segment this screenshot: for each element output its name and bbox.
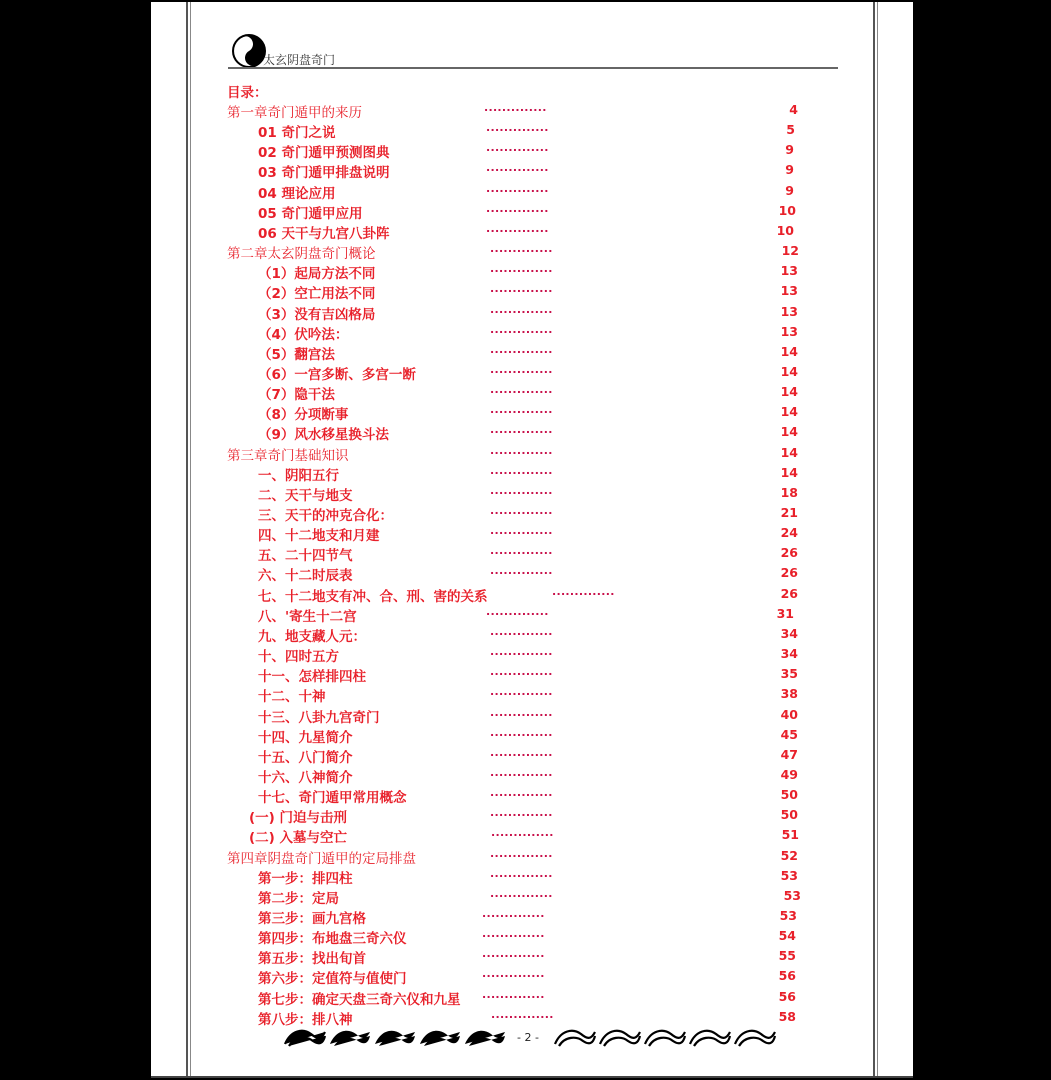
toc-leader-dots: .............. bbox=[490, 765, 553, 779]
toc-leader-dots: .............. bbox=[490, 846, 553, 860]
toc-entry-label: （2）空亡用法不同 bbox=[258, 286, 376, 303]
toc-page-number: 18 bbox=[780, 484, 798, 500]
toc-leader-dots: .............. bbox=[490, 624, 553, 638]
toc-page-number: 14 bbox=[780, 424, 798, 440]
toc-page-number: 53 bbox=[780, 867, 798, 883]
toc-page-number: 9 bbox=[785, 162, 794, 178]
toc-entry-label: 第一章奇门遁甲的来历 bbox=[227, 105, 362, 121]
toc-entry[interactable] bbox=[151, 403, 913, 423]
toc-page-number: 13 bbox=[780, 323, 798, 339]
toc-entry-label: 第三步：画九宫格 bbox=[258, 911, 366, 927]
swash-ornament-icon bbox=[281, 1024, 511, 1050]
toc-entry-label: 第二章太玄阴盘奇门概论 bbox=[227, 246, 376, 263]
toc-entry[interactable] bbox=[151, 323, 913, 343]
toc-entry-label: 第二步：定局 bbox=[258, 890, 339, 907]
toc-leader-dots: .............. bbox=[482, 907, 545, 920]
toc-entry[interactable] bbox=[151, 967, 913, 987]
toc-entry[interactable] bbox=[151, 282, 913, 302]
toc-page-number: 45 bbox=[780, 726, 798, 742]
toc-page-number: 14 bbox=[780, 384, 798, 400]
toc-entry-label: 五、二十四节气 bbox=[258, 548, 353, 565]
toc-leader-dots: .............. bbox=[486, 121, 549, 135]
toc-entry[interactable] bbox=[151, 887, 913, 907]
toc-entry-label: 05 奇门遁甲应用 bbox=[258, 205, 363, 222]
toc-entry[interactable] bbox=[151, 121, 913, 141]
toc-leader-dots: .............. bbox=[490, 262, 553, 276]
header-title: 太玄阴盘奇门 bbox=[263, 53, 336, 67]
toc-entry-label: （6）一宫多断、多宫一断 bbox=[258, 366, 416, 383]
toc-entry[interactable] bbox=[151, 826, 913, 846]
toc-entry[interactable] bbox=[151, 303, 913, 323]
toc-entry-label: 第三章奇门基础知识 bbox=[227, 447, 349, 464]
toc-page-number: 12 bbox=[781, 243, 799, 259]
toc-entry[interactable] bbox=[151, 222, 913, 242]
toc-leader-dots: .............. bbox=[484, 101, 547, 114]
toc-page-number: 49 bbox=[780, 766, 798, 782]
toc-page-number: 4 bbox=[789, 102, 798, 117]
toc-leader-dots: .............. bbox=[490, 282, 553, 296]
toc-page-number: 13 bbox=[780, 303, 798, 319]
toc-entry-label: 十七、奇门遁甲常用概念 bbox=[258, 790, 407, 807]
toc-leader-dots: .............. bbox=[490, 725, 553, 739]
toc-page-number: 53 bbox=[779, 908, 797, 923]
toc-page-number: 35 bbox=[780, 666, 798, 682]
toc-entry[interactable] bbox=[151, 363, 913, 383]
toc-leader-dots: .............. bbox=[490, 665, 553, 679]
toc-entry-label: (一) 门迫与击刑 bbox=[249, 810, 348, 827]
toc-page-number: 50 bbox=[780, 787, 798, 803]
toc-page-number: 38 bbox=[780, 686, 798, 702]
toc-entry-label: (二) 入墓与空亡 bbox=[249, 830, 348, 847]
toc-entry[interactable] bbox=[151, 766, 913, 786]
toc-entry[interactable] bbox=[151, 564, 913, 584]
toc-entry[interactable] bbox=[151, 504, 913, 524]
toc-leader-dots: .............. bbox=[490, 443, 553, 457]
toc-leader-dots: .............. bbox=[486, 181, 549, 195]
toc-entry[interactable] bbox=[151, 444, 913, 464]
toc-page-number: 10 bbox=[778, 202, 796, 218]
toc-entry[interactable] bbox=[151, 726, 913, 746]
toc-leader-dots: .............. bbox=[486, 161, 549, 175]
toc-entry[interactable] bbox=[151, 988, 913, 1008]
toc-entry-label: 十五、八门简介 bbox=[258, 749, 353, 766]
toc-page-number: 34 bbox=[780, 646, 798, 662]
toc-page-number: 47 bbox=[780, 746, 798, 762]
toc-entry[interactable] bbox=[151, 101, 913, 121]
toc-entry-label: 第四步：布地盘三奇六仪 bbox=[258, 931, 407, 948]
toc-page-number: 52 bbox=[780, 847, 798, 863]
toc-entry[interactable] bbox=[151, 242, 913, 262]
toc-leader-dots: .............. bbox=[490, 685, 553, 699]
toc-entry[interactable] bbox=[151, 343, 913, 363]
toc-leader-dots: .............. bbox=[490, 302, 553, 316]
toc-entry-label: 第四章阴盘奇门遁甲的定局排盘 bbox=[227, 850, 416, 867]
toc-leader-dots: .............. bbox=[490, 866, 553, 880]
page-bottom-edge bbox=[151, 1076, 913, 1078]
toc-page-number: 56 bbox=[778, 988, 796, 1004]
toc-page-number: 55 bbox=[778, 948, 796, 964]
toc-entry[interactable] bbox=[151, 665, 913, 685]
toc-entry-label: （4）伏吟法： bbox=[258, 326, 349, 343]
toc-entry[interactable] bbox=[151, 806, 913, 826]
toc-leader-dots: .............. bbox=[482, 947, 545, 961]
toc-page-number: 24 bbox=[780, 525, 798, 541]
toc-entry-label: 第六步：定值符与值使门 bbox=[258, 971, 407, 988]
toc-entry-label: 六、十二时辰表 bbox=[258, 568, 353, 585]
toc-entry-label: 一、阴阳五行 bbox=[258, 467, 339, 484]
toc-page-number: 56 bbox=[778, 968, 796, 984]
toc-leader-dots: .............. bbox=[490, 705, 553, 719]
toc-leader-dots: .............. bbox=[490, 463, 553, 477]
toc-leader-dots: .............. bbox=[490, 524, 553, 538]
toc-entry[interactable] bbox=[151, 464, 913, 484]
toc-entry-label: 九、地支藏人元： bbox=[258, 628, 366, 645]
toc-entry[interactable] bbox=[151, 947, 913, 967]
toc-entry[interactable] bbox=[151, 706, 913, 726]
toc-entry-label: 第五步：找出旬首 bbox=[258, 951, 366, 968]
toc-entry[interactable] bbox=[151, 867, 913, 887]
toc-leader-dots: .............. bbox=[490, 544, 553, 558]
toc-entry-label: （3）没有吉凶格局 bbox=[258, 306, 376, 323]
toc-page-number: 14 bbox=[780, 404, 798, 420]
toc-entry-label: 十六、八神简介 bbox=[258, 769, 353, 786]
toc-leader-dots: .............. bbox=[486, 201, 549, 215]
toc-entry-label: 十三、八卦九宫奇门 bbox=[258, 709, 380, 726]
toc-leader-dots: .............. bbox=[490, 403, 553, 417]
toc-entry[interactable] bbox=[151, 383, 913, 403]
toc-page-number: 14 bbox=[780, 444, 798, 460]
toc-page-number: 9 bbox=[785, 142, 794, 158]
toc-entry[interactable] bbox=[151, 585, 913, 605]
toc-page-number: 14 bbox=[780, 363, 798, 379]
toc-entry[interactable] bbox=[151, 685, 913, 705]
toc-entry-label: （7）隐干法 bbox=[258, 387, 335, 404]
toc-page-number: 58 bbox=[778, 1008, 796, 1024]
toc-entry-label: 01 奇门之说 bbox=[258, 125, 336, 142]
toc-entry-label: 十、四时五方 bbox=[258, 649, 339, 666]
toc-entry[interactable] bbox=[151, 605, 913, 625]
toc-entry-label: 第七步：确定天盘三奇六仪和九星 bbox=[258, 991, 461, 1008]
toc-entry[interactable] bbox=[151, 524, 913, 544]
toc-entry[interactable] bbox=[151, 907, 913, 927]
toc-leader-dots: .............. bbox=[552, 584, 615, 598]
toc-leader-dots: .............. bbox=[490, 504, 553, 517]
toc-leader-dots: .............. bbox=[482, 927, 545, 941]
toc-page-number: 51 bbox=[781, 827, 799, 843]
toc-page-number: 31 bbox=[776, 605, 794, 621]
toc-entry-label: 03 奇门遁甲排盘说明 bbox=[258, 165, 390, 182]
toc-leader-dots: .............. bbox=[490, 383, 553, 397]
toc-entry[interactable] bbox=[151, 746, 913, 766]
toc-entry[interactable] bbox=[151, 927, 913, 947]
toc-page-number: 34 bbox=[780, 625, 798, 641]
toc-page-number: 50 bbox=[780, 807, 798, 823]
toc-page-number: 40 bbox=[780, 706, 798, 722]
toc-page-number: 14 bbox=[780, 464, 798, 480]
toc-leader-dots: .............. bbox=[482, 987, 545, 1001]
toc-leader-dots: .............. bbox=[486, 604, 549, 618]
toc-entry-label: 七、十二地支有冲、合、刑、害的关系 bbox=[258, 588, 488, 605]
toc-leader-dots: .............. bbox=[490, 342, 553, 356]
page-footer bbox=[281, 1024, 781, 1050]
toc-entry[interactable] bbox=[151, 423, 913, 443]
toc-page-number: 54 bbox=[778, 928, 796, 944]
toc-leader-dots: .............. bbox=[490, 786, 553, 800]
toc-entry[interactable] bbox=[151, 161, 913, 181]
toc-leader-dots: .............. bbox=[482, 967, 545, 981]
toc-entry[interactable] bbox=[151, 625, 913, 645]
toc-entry[interactable] bbox=[151, 847, 913, 867]
toc-leader-dots: .............. bbox=[490, 322, 553, 336]
toc-entry[interactable] bbox=[151, 202, 913, 222]
toc-entry[interactable] bbox=[151, 544, 913, 564]
toc-leader-dots: .............. bbox=[490, 745, 553, 759]
toc-entry-label: （9）风水移星换斗法 bbox=[258, 427, 389, 444]
toc-entry-label: （1）起局方法不同 bbox=[258, 266, 376, 283]
header-rule bbox=[228, 67, 838, 69]
toc-entry-label: 八、'寄生十二宫 bbox=[258, 608, 357, 625]
toc-entry-label: 十四、九星简介 bbox=[258, 729, 353, 746]
toc-entry-label: 第一步：排四柱 bbox=[258, 870, 353, 887]
toc-page-number: 26 bbox=[780, 585, 798, 601]
toc-leader-dots: .............. bbox=[490, 886, 553, 900]
toc-entry-label: 第八步：排八神 bbox=[258, 1011, 353, 1028]
toc-leader-dots: .............. bbox=[490, 564, 553, 578]
toc-page-number: 53 bbox=[783, 887, 801, 903]
toc-entry-label: 02 奇门遁甲预测图典 bbox=[258, 145, 390, 162]
toc-leader-dots: .............. bbox=[490, 483, 553, 497]
toc-leader-dots: .............. bbox=[486, 141, 549, 155]
toc-leader-dots: .............. bbox=[490, 362, 553, 376]
yin-yang-icon bbox=[232, 34, 266, 68]
toc-entry-label: 十二、十神 bbox=[258, 689, 326, 706]
toc-entry-label: 二、天干与地支 bbox=[258, 487, 353, 504]
toc-entry-label: （5）翻宫法 bbox=[258, 346, 335, 363]
swash-ornament-icon bbox=[551, 1024, 781, 1050]
toc-page-number: 13 bbox=[780, 263, 798, 279]
toc-leader-dots: .............. bbox=[490, 645, 553, 659]
toc-leader-dots: .............. bbox=[491, 826, 554, 840]
toc-page-number: 13 bbox=[780, 283, 798, 299]
toc-page-number: 26 bbox=[780, 565, 798, 581]
toc-entry-label: 十一、怎样排四柱 bbox=[258, 669, 366, 686]
toc-entry[interactable] bbox=[151, 262, 913, 282]
toc-leader-dots: .............. bbox=[486, 221, 549, 235]
toc-leader-dots: .............. bbox=[490, 423, 553, 437]
toc-entry-label: 04 理论应用 bbox=[258, 185, 336, 202]
toc-page-number: 21 bbox=[780, 505, 798, 520]
toc-leader-dots: .............. bbox=[490, 242, 553, 256]
toc-page-number: 26 bbox=[780, 545, 798, 561]
toc-entry[interactable] bbox=[151, 484, 913, 504]
toc-entry-label: 四、十二地支和月建 bbox=[258, 528, 380, 545]
toc-entry[interactable] bbox=[151, 141, 913, 161]
toc-page-number: 10 bbox=[776, 222, 794, 238]
toc-entry-label: 三、天干的冲克合化： bbox=[258, 508, 393, 524]
toc-entry[interactable] bbox=[151, 182, 913, 202]
toc-page-number: 14 bbox=[780, 343, 798, 359]
toc-entry[interactable] bbox=[151, 645, 913, 665]
document-page bbox=[151, 2, 913, 1078]
toc-entry-label: （8）分项断事 bbox=[258, 407, 349, 424]
page-number: - 2 - bbox=[517, 1031, 539, 1044]
toc-title: 目录： bbox=[227, 85, 268, 101]
toc-page-number: 9 bbox=[785, 182, 794, 198]
toc-entry[interactable] bbox=[151, 786, 913, 806]
toc-leader-dots: .............. bbox=[491, 1007, 554, 1021]
toc-leader-dots: .............. bbox=[490, 806, 553, 820]
toc-page-number: 5 bbox=[786, 122, 795, 138]
toc-entry-label: 06 天干与九宫八卦阵 bbox=[258, 225, 390, 242]
